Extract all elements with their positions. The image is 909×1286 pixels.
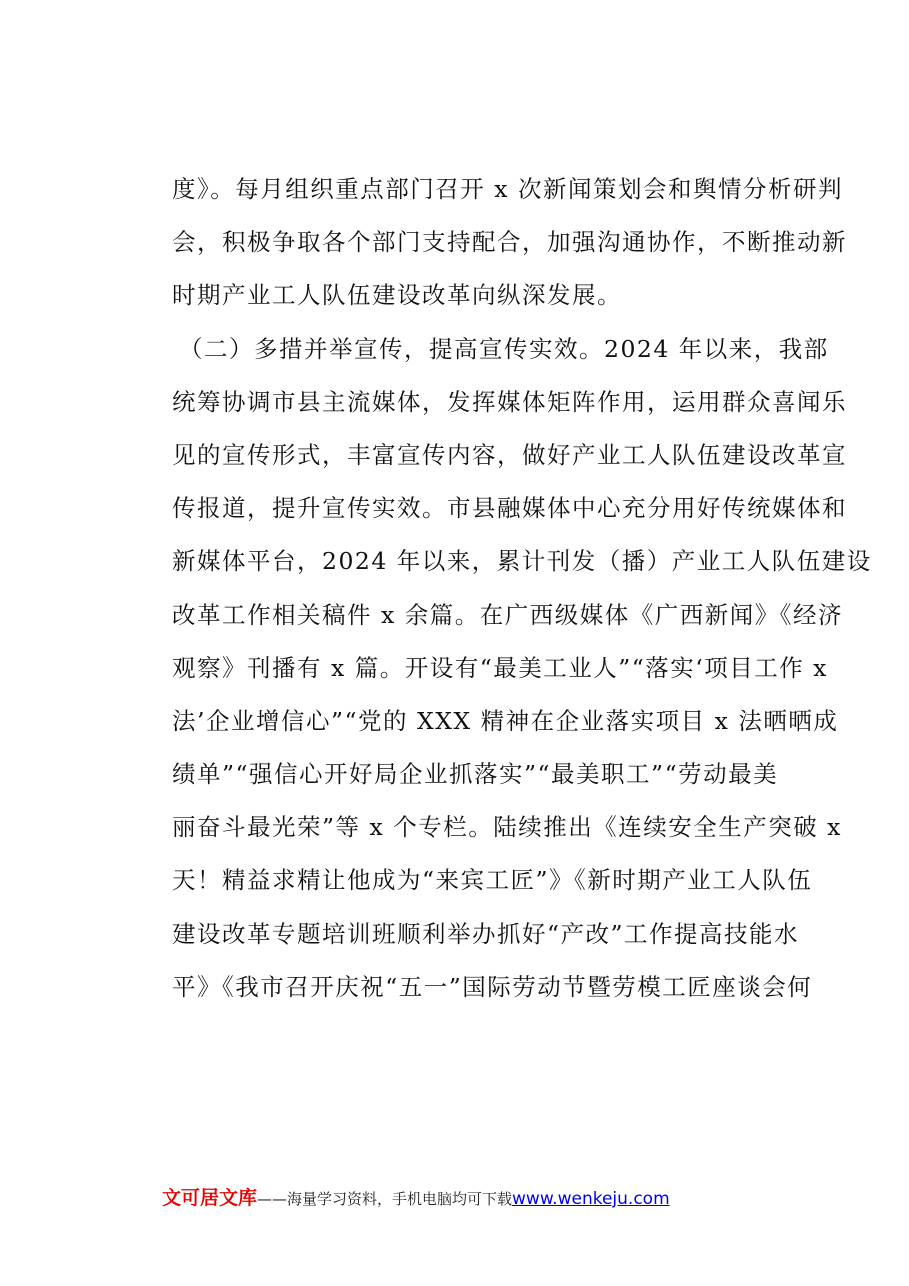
text-line: 平》《我市召开庆祝“五一”国际劳动节暨劳模工匠座谈会何 (172, 972, 813, 1001)
text-line: 传报道，提升宣传实效。市县融媒体中心充分用好传统媒体和 (172, 494, 847, 523)
text-line: 丽奋斗最光荣”等 x 个专栏。陆续推出《连续安全生产突破 x (172, 813, 842, 842)
text-line: 时期产业工人队伍建设改革向纵深发展。 (172, 281, 622, 310)
text-line: 度》。每月组织重点部门召开 x 次新闻策划会和舆情分析研判 (172, 175, 843, 203)
text-line: 天！精益求精让他成为“来宾工匠”》《新时期产业工人队伍 (172, 866, 813, 895)
footer-text: ——海量学习资料，手机电脑均可下载 (257, 1190, 513, 1208)
text-line: 统筹协调市县主流媒体，发挥媒体矩阵作用，运用群众喜闻乐 (172, 387, 847, 416)
footer-banner (162, 1183, 802, 1213)
section-heading-line: （二）多措并举宣传，提高宣传实效。2024 年以来，我部 (179, 334, 829, 363)
text-line: 改革工作相关稿件 x 余篇。在广西级媒体《广西新闻》《经济 (172, 600, 843, 629)
footer-link[interactable]: www.wenkeju.com (512, 1189, 670, 1209)
text-line: 建设改革专题培训班顺利举办抓好“产改”工作提高技能水 (172, 919, 800, 948)
text-line: 绩单”“强信心开好局企业抓落实”“最美职工”“劳动最美 (172, 760, 779, 789)
text-line: 见的宣传形式，丰富宣传内容，做好产业工人队伍建设改革宣 (172, 440, 847, 469)
text-line: 法’企业增信心”“党的 XXX 精神在企业落实项目 x 法晒晒成 (172, 706, 839, 735)
text-line: 会，积极争取各个部门支持配合，加强沟通协作，不断推动新 (172, 228, 847, 257)
text-line: 观察》刊播有 x 篇。开设有“最美工业人”“落实‘项目工作 x (172, 653, 828, 682)
text-line: 新媒体平台，2024 年以来，累计刊发（播）产业工人队伍建设 (172, 547, 872, 576)
document-body (172, 163, 872, 1014)
footer-brand: 文可居文库 (162, 1187, 258, 1209)
